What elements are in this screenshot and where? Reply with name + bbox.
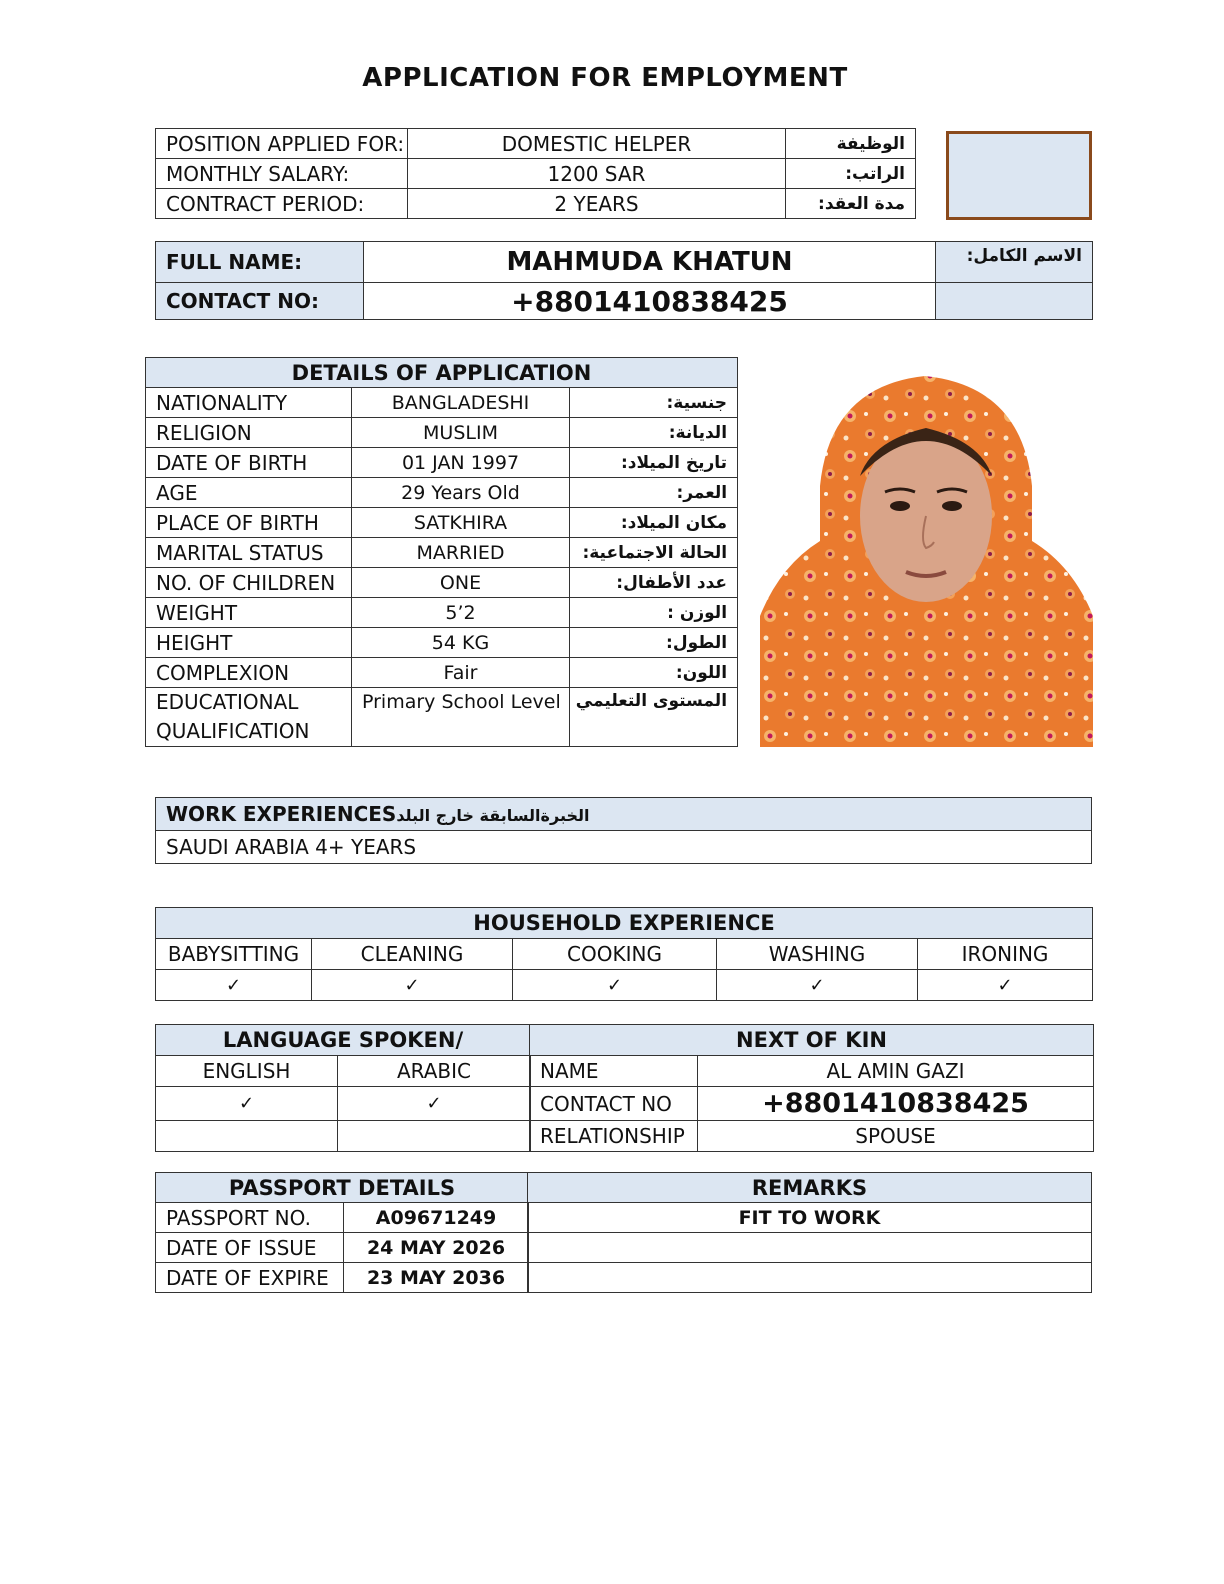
details-label: AGE: [146, 478, 352, 508]
household-item: IRONING: [918, 939, 1093, 970]
full-name-value: MAHMUDA KHATUN: [364, 242, 936, 283]
details-label: MARITAL STATUS: [146, 538, 352, 568]
table-row: [146, 598, 738, 628]
table-header-row: [156, 1025, 531, 1056]
details-label: DATE OF BIRTH: [146, 448, 352, 478]
details-arabic: الطول:: [570, 628, 738, 658]
check-icon: ✓: [312, 970, 513, 1001]
table-row: [146, 508, 738, 538]
work-heading: WORK EXPERIENCES: [166, 802, 397, 826]
table-row: [528, 1263, 1092, 1293]
next-of-kin-table: [529, 1024, 1094, 1152]
education-label-line2: QUALIFICATION: [156, 719, 310, 743]
table-row: [156, 189, 916, 219]
table-row: [530, 1087, 1094, 1121]
identity-table: [155, 241, 1093, 320]
household-item: WASHING: [717, 939, 918, 970]
position-value: DOMESTIC HELPER: [408, 129, 786, 159]
education-label: [146, 688, 352, 747]
check-icon: ✓: [338, 1087, 531, 1121]
education-value: Primary School Level: [352, 688, 570, 747]
table-row: [156, 129, 916, 159]
check-icon: ✓: [918, 970, 1093, 1001]
details-value: BANGLADESHI: [352, 388, 570, 418]
details-arabic: الحالة الاجتماعية:: [570, 538, 738, 568]
details-arabic: جنسية:: [570, 388, 738, 418]
table-row: [156, 283, 1093, 320]
table-row: [156, 1203, 529, 1233]
details-value: 54 KG: [352, 628, 570, 658]
table-header-row: [156, 798, 1092, 831]
empty-cell: [528, 1233, 1092, 1263]
salary-label: MONTHLY SALARY:: [156, 159, 408, 189]
check-icon: ✓: [717, 970, 918, 1001]
table-row: [146, 388, 738, 418]
contract-arabic: مدة العقد:: [786, 189, 916, 219]
details-label: PLACE OF BIRTH: [146, 508, 352, 538]
details-label: NO. OF CHILDREN: [146, 568, 352, 598]
passport-number-value: A09671249: [344, 1203, 529, 1233]
full-name-label: FULL NAME:: [156, 242, 364, 283]
remarks-heading: REMARKS: [528, 1173, 1092, 1203]
details-value: 5’2: [352, 598, 570, 628]
table-header-row: [156, 1173, 529, 1203]
education-label-line1: EDUCATIONAL: [156, 690, 299, 714]
table-row: [146, 448, 738, 478]
details-label: NATIONALITY: [146, 388, 352, 418]
language-heading: LANGUAGE SPOKEN/: [156, 1025, 531, 1056]
kin-heading: NEXT OF KIN: [530, 1025, 1094, 1056]
remarks-value: FIT TO WORK: [528, 1203, 1092, 1233]
table-row: [156, 1087, 531, 1121]
details-arabic: الديانة:: [570, 418, 738, 448]
language-item: ARABIC: [338, 1056, 531, 1087]
table-row: [528, 1233, 1092, 1263]
details-arabic: تاريخ الميلاد:: [570, 448, 738, 478]
check-icon: ✓: [156, 970, 312, 1001]
kin-contact-value: +8801410838425: [698, 1087, 1094, 1121]
empty-cell: [338, 1121, 531, 1152]
table-header-row: [156, 908, 1093, 939]
details-label: HEIGHT: [146, 628, 352, 658]
passport-heading: PASSPORT DETAILS: [156, 1173, 529, 1203]
job-terms-table: [155, 128, 916, 219]
empty-cell: [156, 1121, 338, 1152]
details-value: Fair: [352, 658, 570, 688]
details-arabic: اللون:: [570, 658, 738, 688]
table-row: [146, 628, 738, 658]
salary-value: 1200 SAR: [408, 159, 786, 189]
kin-relationship-value: SPOUSE: [698, 1121, 1094, 1152]
household-item: CLEANING: [312, 939, 513, 970]
table-row: [156, 242, 1093, 283]
household-item: BABYSITTING: [156, 939, 312, 970]
table-row: [156, 831, 1092, 864]
contact-value: +8801410838425: [364, 283, 936, 320]
work-heading-cell: [156, 798, 1092, 831]
table-row: [156, 970, 1093, 1001]
household-heading: HOUSEHOLD EXPERIENCE: [156, 908, 1093, 939]
passport-expire-label: DATE OF EXPIRE: [156, 1263, 344, 1293]
details-label: COMPLEXION: [146, 658, 352, 688]
details-arabic: الوزن :: [570, 598, 738, 628]
page-title: APPLICATION FOR EMPLOYMENT: [362, 63, 848, 93]
passport-issue-value: 24 MAY 2026: [344, 1233, 529, 1263]
kin-name-label: NAME: [530, 1056, 698, 1087]
education-arabic: المستوى التعليمي: [570, 688, 738, 747]
work-heading-arabic: الخبرةالسابقة خارج البلد: [396, 806, 590, 825]
details-label: WEIGHT: [146, 598, 352, 628]
language-item: ENGLISH: [156, 1056, 338, 1087]
position-label: POSITION APPLIED FOR:: [156, 129, 408, 159]
table-header-row: [530, 1025, 1094, 1056]
details-value: ONE: [352, 568, 570, 598]
details-arabic: العمر:: [570, 478, 738, 508]
details-arabic: مكان الميلاد:: [570, 508, 738, 538]
details-table: [145, 357, 738, 747]
check-icon: ✓: [156, 1087, 338, 1121]
work-experience-table: [155, 797, 1092, 864]
household-item: COOKING: [513, 939, 717, 970]
kin-relationship-label: RELATIONSHIP: [530, 1121, 698, 1152]
small-photo-placeholder: [946, 131, 1092, 220]
table-row: [530, 1056, 1094, 1087]
kin-contact-label: CONTACT NO: [530, 1087, 698, 1121]
table-row: [156, 939, 1093, 970]
empty-cell: [528, 1263, 1092, 1293]
table-row: [156, 1056, 531, 1087]
passport-issue-label: DATE OF ISSUE: [156, 1233, 344, 1263]
passport-table: [155, 1172, 529, 1293]
details-heading: DETAILS OF APPLICATION: [146, 358, 738, 388]
table-row: [146, 538, 738, 568]
details-value: MARRIED: [352, 538, 570, 568]
position-arabic: الوظيفة: [786, 129, 916, 159]
check-icon: ✓: [513, 970, 717, 1001]
applicant-photo: [760, 366, 1093, 747]
contact-label: CONTACT NO:: [156, 283, 364, 320]
contract-value: 2 YEARS: [408, 189, 786, 219]
details-arabic: عدد الأطفال:: [570, 568, 738, 598]
passport-number-label: PASSPORT NO.: [156, 1203, 344, 1233]
table-header-row: [528, 1173, 1092, 1203]
table-row: [528, 1203, 1092, 1233]
kin-name-value: AL AMIN GAZI: [698, 1056, 1094, 1087]
table-row: [146, 568, 738, 598]
passport-expire-value: 23 MAY 2036: [344, 1263, 529, 1293]
table-row: [146, 418, 738, 448]
table-row: [530, 1121, 1094, 1152]
work-experience-value: SAUDI ARABIA 4+ YEARS: [156, 831, 1092, 864]
details-label: RELIGION: [146, 418, 352, 448]
table-row: [156, 1263, 529, 1293]
table-row: [156, 1233, 529, 1263]
details-value: 01 JAN 1997: [352, 448, 570, 478]
table-row: [146, 478, 738, 508]
details-value: SATKHIRA: [352, 508, 570, 538]
table-row: [156, 159, 916, 189]
remarks-table: [527, 1172, 1092, 1293]
household-table: [155, 907, 1093, 1001]
language-table: [155, 1024, 531, 1152]
table-row: [156, 1121, 531, 1152]
table-header-row: [146, 358, 738, 388]
contact-arabic-cell: [936, 283, 1093, 320]
details-value: 29 Years Old: [352, 478, 570, 508]
full-name-arabic: الاسم الكامل:: [936, 242, 1093, 283]
table-row: [146, 658, 738, 688]
salary-arabic: الراتب:: [786, 159, 916, 189]
contract-label: CONTRACT PERIOD:: [156, 189, 408, 219]
details-value: MUSLIM: [352, 418, 570, 448]
table-row: [146, 688, 738, 747]
